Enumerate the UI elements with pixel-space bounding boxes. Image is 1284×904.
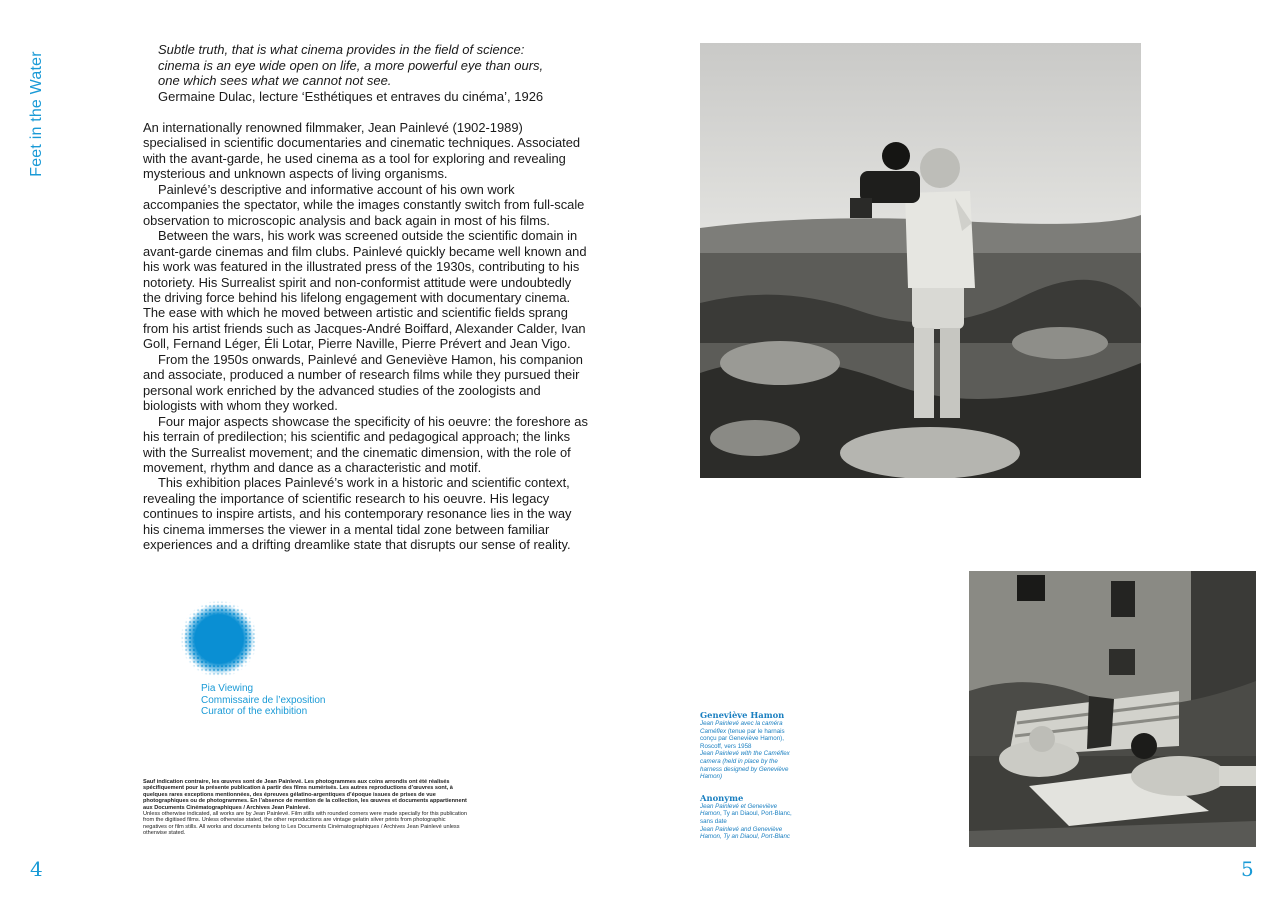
caption-detail-fr: , Ty an Diaoul, Port-Blanc, sans date (700, 810, 792, 825)
caption-detail-fr: (tenue par le harnais conçu par Geneviève Hamon), Roscoff, vers 1958 (700, 727, 785, 750)
photo-painleve-and-hamon (969, 571, 1256, 847)
caption-block (700, 710, 800, 781)
curator-role-en: Curator of the exhibition (201, 706, 308, 717)
credits-en: Unless otherwise indicated, all works are by Jean Painlevé. Film stills with rounded corners were made specially for this publication from the digitised films. Unless otherwise stated, the other reproductions are vintage gelatin silver prints from photographic negatives or film stills. All works and documents belong to Les Documents Cinématographiques / Archives Jean Painlevé unless otherwise stated. (143, 811, 467, 837)
epigraph (158, 42, 578, 104)
photo-captions (700, 710, 800, 841)
caption-author: Anonyme (700, 792, 744, 803)
page-number-left: 4 (30, 857, 43, 881)
epigraph-line: one which sees what we cannot not see. (158, 73, 392, 88)
side-title (27, 44, 47, 184)
body-text (143, 120, 590, 553)
caption-detail-en: , Ty an Diaoul, Port-Blanc (719, 833, 790, 841)
body-paragraph: Painlevé’s descriptive and informative account of his own work accompanies the spectator, while the images constantly switch from full-scale observation to microscopic analysis and back again in most of his films. (143, 181, 585, 228)
curator-role-fr: Commissaire de l’exposition (201, 694, 326, 706)
caption-title-en: Jean Painlevé and Geneviève Hamon (700, 825, 783, 841)
curator-name: Pia Viewing (201, 683, 254, 694)
credits-note (143, 779, 468, 837)
side-title-text: Feet in the Water (28, 51, 45, 177)
body-paragraph: Four major aspects showcase the specificity of his oeuvre: the foreshore as his terrain of predilection; his scientific and pedagogical approach; the links with the Surrealist movement; and the cinematic dimension, with the role of movement, rhythm and dance as a characteristic and motif. (143, 413, 588, 475)
curator-block (201, 683, 326, 718)
epigraph-line: cinema is an eye wide open on life, a more powerful eye than ours, (158, 57, 544, 73)
caption-detail-en: (held in place by the harness designed by Geneviève Hamon) (700, 757, 789, 781)
caption-author: Geneviève Hamon (700, 710, 785, 720)
credits-fr: Sauf indication contraire, les œuvres sont de Jean Painlevé. Les photogrammes aux coins arrondis ont été réalisés spécifiquement pour la présente publication à partir des films numérisés. Les autres reproductions d’œuvres sont, à quelques rares exceptions mentionnées, des épreuves gélatino-argentiques d’époque issues de prises de vue photographiques ou de photogrammes. En l’absence de mention de la collection, les œuvres et documents appartiennent aux Documents Cinématographiques / Archives Jean Painlevé. (143, 779, 467, 811)
epigraph-line: Subtle truth, that is what cinema provides in the field of science: (158, 42, 525, 57)
halftone-dot-logo (180, 600, 258, 678)
body-paragraph: An internationally renowned filmmaker, Jean Painlevé (1902-1989) specialised in scientific documentaries and cinematic techniques. Associated with the avant-garde, he used cinema as a tool for exploring and revealing mysterious and unknown aspects of living organisms. (143, 120, 581, 182)
photo-painleve-with-camera (700, 43, 1141, 478)
body-paragraph: This exhibition places Painlevé’s work in a historic and scientific context, revealing the importance of scientific research to his oeuvre. His legacy continues to inspire artists, and his contemporary resonance lies in the way his cinema immerses the viewer in a mental tidal zone between familiar experiences and a drifting dreamlike state that disrupts our sense of reality. (143, 475, 572, 553)
caption-title-fr: Jean Painlevé et Geneviève Hamon (700, 802, 778, 818)
caption-block (700, 793, 800, 841)
epigraph-attribution: Germaine Dulac, lecture ‘Esthétiques et entraves du cinéma’, 1926 (158, 88, 544, 104)
epigraph-quote (158, 42, 578, 89)
caption-title-fr: Jean Painlevé avec la caméra Caméflex (700, 720, 783, 735)
body-paragraph: Between the wars, his work was screened outside the scientific domain in avant-garde cinemas and film clubs. Painlevé quickly became well known and his work was featured in the illustrated press of the 1930s, contributing to his notoriety. His Surrealist spirit and non-conformist attitude were undoubtedly the driving force behind his lifelong engagement with documentary cinema. The ease with which he moved between artistic and scientific fields sprang from his artist friends such as Jacques-André Boiffard, Alexander Calder, Ivan Goll, Fernand Léger, Éli Lotar, Pierre Naville, Pierre Prévert and Jean Vigo. (143, 228, 587, 352)
page-number-right: 5 (1241, 857, 1254, 881)
body-paragraph: From the 1950s onwards, Painlevé and Geneviève Hamon, his companion and associate, produced a number of research films while they pursued their personal work enriched by the advanced studies of the zoologists and biologists with whom they worked. (143, 351, 583, 414)
caption-title-en: Jean Painlevé with the Caméflex camera (700, 750, 790, 765)
